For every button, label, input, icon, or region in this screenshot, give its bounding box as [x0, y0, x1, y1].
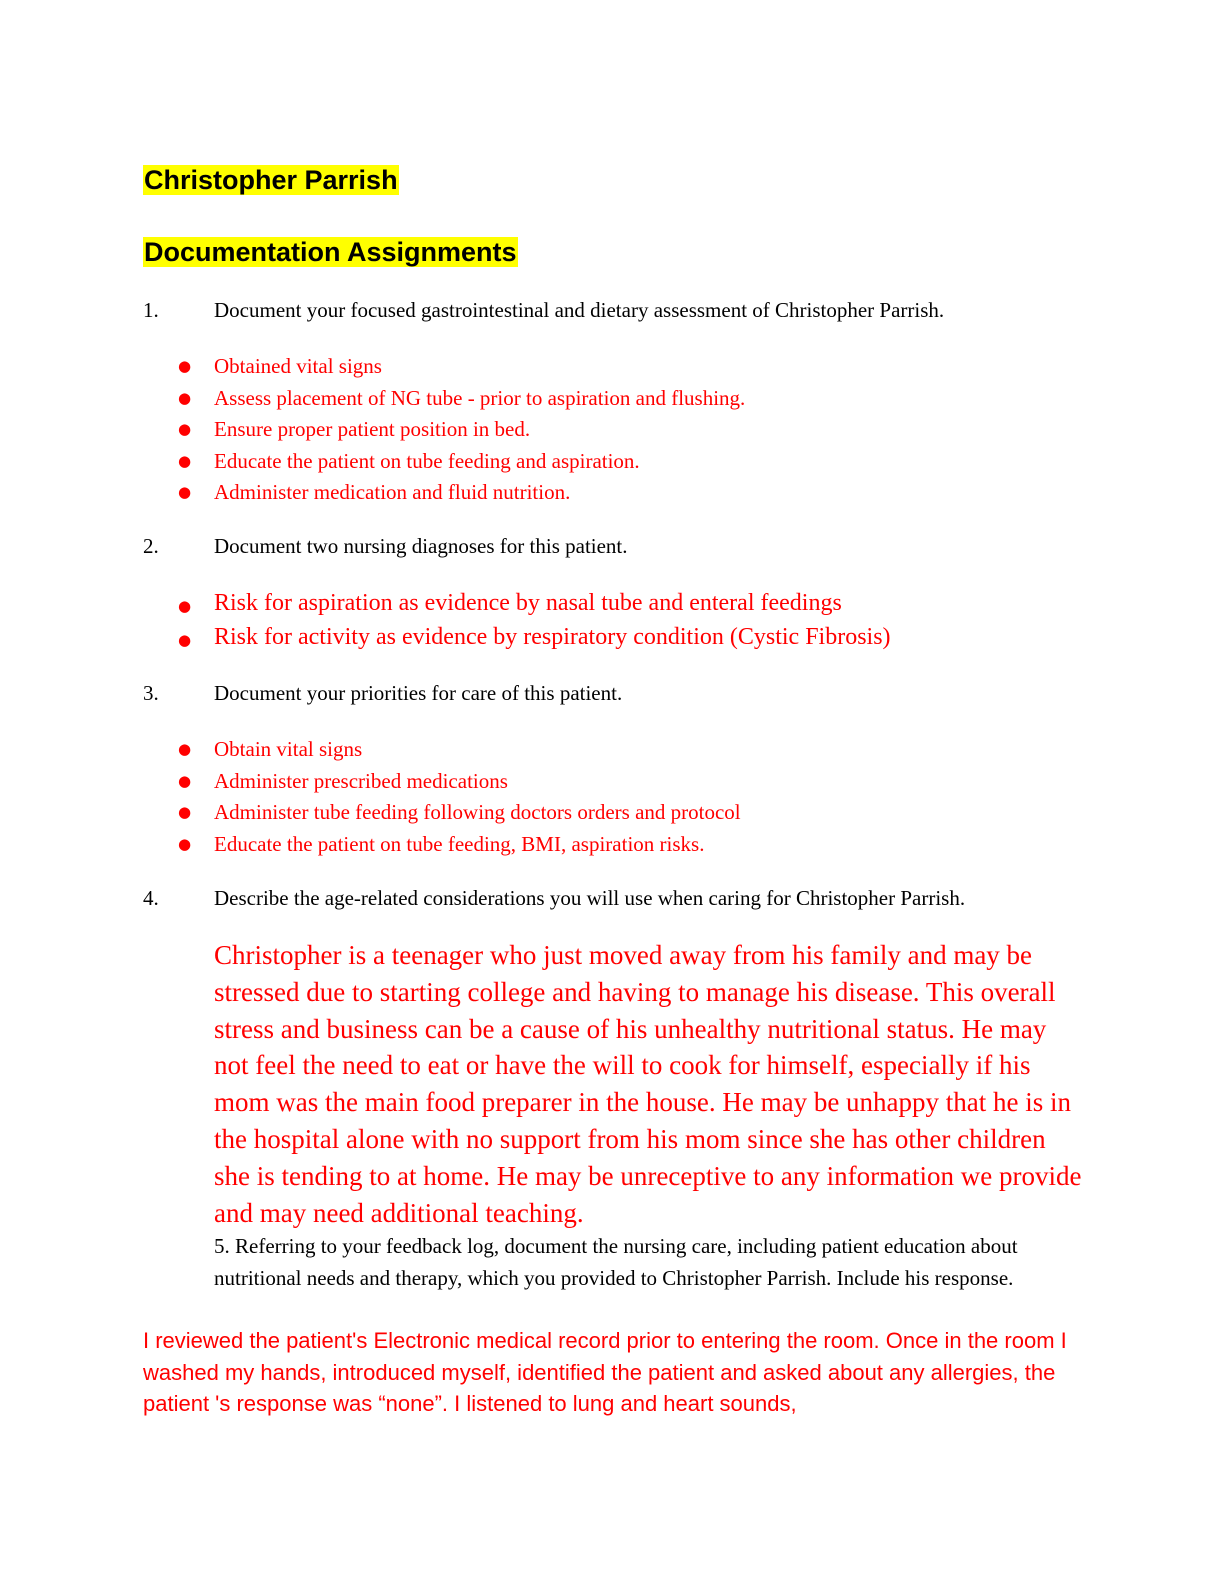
- answer-text: Educate the patient on tube feeding and aspiration.: [214, 448, 640, 473]
- answer-item: [0, 766, 741, 798]
- answer-text: Educate the patient on tube feeding, BMI, aspiration risks.: [214, 831, 705, 856]
- answer-item: [0, 797, 741, 829]
- bullet-icon: ●: [178, 803, 192, 821]
- answer-text: Risk for activity as evidence by respiratory condition (Cystic Fibrosis): [214, 624, 891, 650]
- answer-item: [0, 477, 745, 509]
- answer-item: [0, 446, 745, 478]
- patient-name-text: Christopher Parrish: [144, 165, 398, 195]
- answer-text: Assess placement of NG tube - prior to aspiration and flushing.: [214, 385, 746, 410]
- question-number: 4.: [143, 886, 159, 910]
- answer-item: [0, 829, 741, 861]
- bullet-icon: ●: [178, 834, 192, 853]
- answer-item: [0, 734, 741, 766]
- bullet-icon: ●: [178, 388, 192, 407]
- bullet-icon: ●: [178, 771, 192, 790]
- question-text: Document your focused gastrointestinal and dietary assessment of Christopher Parrish.: [214, 298, 945, 322]
- answer-text: Administer medication and fluid nutrition.: [214, 480, 571, 504]
- bullet-icon: ●: [178, 451, 192, 470]
- answer-text: Obtain vital signs: [214, 737, 363, 761]
- answer-text: Risk for aspiration as evidence by nasal tube and enteral feedings: [214, 590, 842, 616]
- answer-item: [0, 351, 745, 383]
- answer-item: [0, 620, 891, 654]
- bullet-icon: ●: [178, 483, 192, 501]
- question-text: Document two nursing diagnoses for this patient.: [214, 534, 628, 558]
- question-2: [143, 532, 628, 560]
- question-text: Describe the age-related considerations you will use when caring for Christopher Parrish.: [214, 886, 966, 910]
- assignments-heading: [143, 235, 518, 269]
- question-3-answers: [0, 734, 741, 860]
- question-number: 2.: [143, 534, 159, 558]
- answer-text: Obtained vital signs: [214, 354, 382, 378]
- assignments-heading-text: Documentation Assignments: [144, 237, 517, 267]
- bullet-icon: ●: [178, 597, 192, 615]
- question-5: 5. Referring to your feedback log, document the nursing care, including patient education about nutritional needs and therapy, which you provided to Christopher Parrish. Include his response.: [214, 1234, 1018, 1290]
- question-4: [143, 884, 965, 912]
- answer-text: Administer prescribed medications: [214, 768, 508, 793]
- bullet-icon: ●: [178, 631, 192, 649]
- question-number: 3.: [143, 681, 159, 705]
- answer-text: Ensure proper patient position in bed.: [214, 417, 531, 441]
- bullet-icon: ●: [178, 420, 192, 438]
- question-number: 1.: [143, 298, 159, 322]
- bullet-icon: ●: [178, 357, 192, 375]
- question-1: [143, 296, 944, 324]
- question-1-answers: [0, 351, 745, 509]
- answer-item: [0, 586, 891, 620]
- question-text: Document your priorities for care of this patient.: [214, 681, 623, 705]
- answer-item: [0, 383, 745, 415]
- patient-name-heading: [143, 163, 399, 197]
- question-4-answer: Christopher is a teenager who just moved away from his family and may be stressed due to starting college and having to manage his disease. This overall stress and business can be a cause of his unhealthy nutritional status. He may not feel the need to eat or have the will to cook for himself, especially if his mom was the main food preparer in the house. He may be unhappy that he is in the hospital alone with no support from his mom since she has other children she is tending to at home. He may be unreceptive to any information we provide and may need additional teaching.: [214, 940, 1082, 1228]
- question-2-answers: [0, 586, 891, 654]
- question-3: [143, 679, 622, 707]
- answer-item: [0, 414, 745, 446]
- bullet-icon: ●: [178, 740, 192, 758]
- answer-text: Administer tube feeding following doctors orders and protocol: [214, 800, 741, 824]
- question-5-answer: I reviewed the patient's Electronic medical record prior to entering the room. Once in the room I washed my hands, introduced myself, identified the patient and asked about any allergies, the patient 's response was “none”. I listened to lung and heart sounds,: [143, 1328, 1067, 1416]
